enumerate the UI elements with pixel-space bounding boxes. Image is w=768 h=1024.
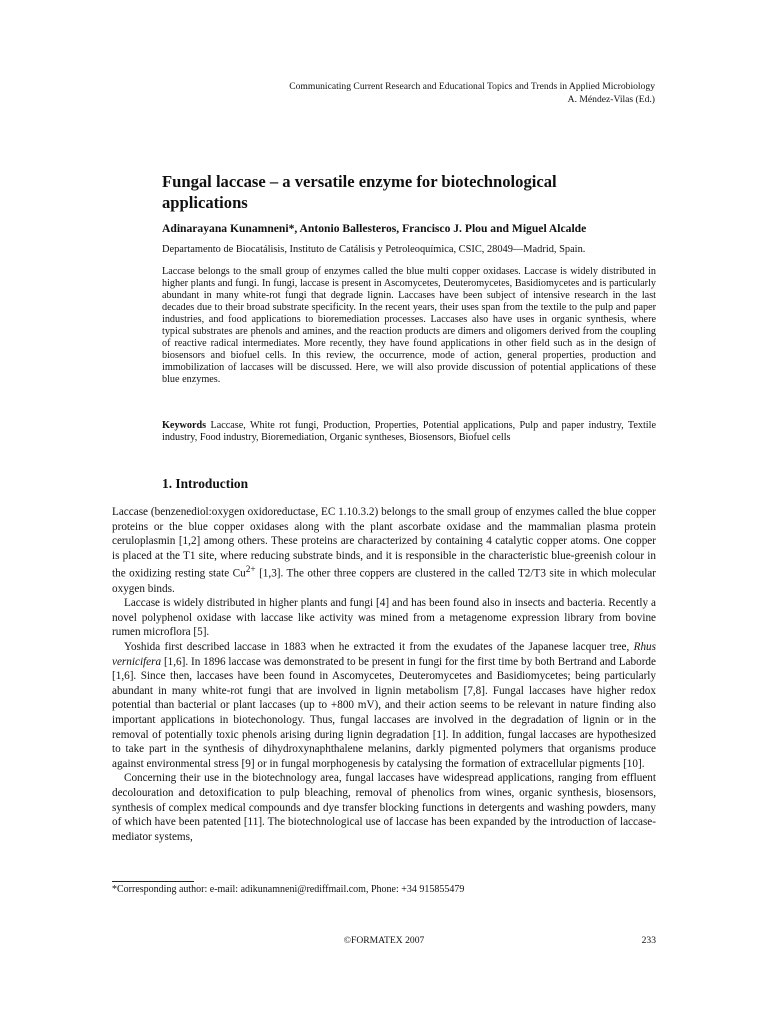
footnote-rule — [112, 881, 194, 882]
abstract: Laccase belongs to the small group of enzymes called the blue multi copper oxidases. Laccase is widely distributed in higher plants and fungi. In fungi, laccase is present in Ascomycetes, Deuteromycetes, Basidiomycetes and is particularly abundant in many white-rot fungi that degrade lignin. Laccases have been subject of intensive research in the last decades due to their broad substrate specificity. In the recent years, their uses span from the textile to the pulp and paper industries, and food applications to bioremediation processes. Laccases also have uses in organic synthesis, where typical substrates are phenols and amines, and the reaction products are dimers and oligomers derived from the coupling of reactive radical intermediates. More recently, they have found applications in other field such as in the design of biosensors and biofuel cells. In this review, the occurrence, mode of action, general properties, production and immobilization of laccases will be discussed. Here, we will also provide discussion of potential applications of these blue enzymes. — [162, 266, 656, 385]
paragraph-3-text: Yoshida first described laccase in 1883 when he extracted it from the exudates of the Japanese lacquer tree, — [124, 641, 634, 654]
paragraph-1-text-end: [1,3]. The other three coppers are clustered in the called T2/T3 site in which molecular oxygen binds. — [112, 568, 656, 595]
paragraph-1-text: Laccase (benzenediol:oxygen oxidoreductase, EC 1.10.3.2) belongs to the small group of enzymes called the blue copper proteins or the blue copper oxidases along with the plant ascorbate oxidase and the mammalian plasma protein ceruloplasmin [1,2] among others. These proteins are characterized by containing 4 catalytic copper atoms. One copper is placed at the T1 site, where reducing substrate binds, and it is responsible in the characteristic blue-greenish colour in the oxidizing resting state Cu — [112, 506, 656, 581]
author-list: Adinarayana Kunamneni*, Antonio Ballesteros, Francisco J. Plou and Miguel Alcalde — [162, 222, 587, 235]
corresponding-author-footnote: *Corresponding author: e-mail: adikunamneni@rediffmail.com, Phone: +34 915855479 — [112, 884, 465, 895]
keywords-label: Keywords — [162, 420, 207, 431]
species-name: Rhus vernicifera — [112, 641, 656, 668]
paragraph-3-text-end: [1,6]. In 1896 laccase was demonstrated to be present in fungi for the first time by both Bertrand and Laborde [1,6]. Since then, laccases have been found in Ascomycetes, Deuteromycetes and Basidiomycetes; being particularly abundant in many white-rot fungi that are involved in lignin metabolism [7,8]. Fungal laccases have higher redox potential than bacterial or plant laccases (up to +800 mV), and their action seems to be relevant in nature finding also important applications in biotechonology. Thus, fungal laccases are involved in the degradation of lignin or in the removal of potentially toxic phenols arising during lignin degradation [1]. In addition, fungal laccases are hypothesized to take part in the synthesis of dihydroxynaphthalene melanins, darkly pigmented polymers that organisms produce against environmental stress [9] or in fungal morphogenesis by catalysing the formation of extracellular pigments [10]. — [112, 655, 656, 770]
paper-title: Fungal laccase – a versatile enzyme for biotechnological applications — [162, 172, 557, 212]
keywords — [162, 420, 656, 444]
paragraph-1 — [112, 505, 656, 596]
header-line-editor: A. Méndez-Vilas (Ed.) — [567, 94, 655, 105]
introduction-body — [112, 505, 656, 844]
superscript-charge: 2+ — [245, 565, 256, 576]
keywords-text: Laccase, White rot fungi, Production, Properties, Potential applications, Pulp and paper industry, Textile industry, Food industry, Bioremediation, Organic syntheses, Biosensors, Biofuel cells — [162, 420, 656, 443]
running-header — [289, 80, 655, 106]
footer-copyright: ©FORMATEX 2007 — [343, 935, 425, 946]
page-number: 233 — [641, 935, 656, 946]
affiliation: Departamento de Biocatálisis, Instituto de Catálisis y Petroleoquímica, CSIC, 28049—Madrid, Spain. — [162, 244, 586, 255]
paragraph-2: Laccase is widely distributed in higher plants and fungi [4] and has been found also in insects and bacteria. Recently a novel polyphenol oxidase with laccase like activity was mined from a metagenome expression library from bovine rumen microflora [5]. — [112, 597, 656, 639]
section-heading-introduction: 1. Introduction — [162, 476, 249, 491]
paragraph-4: Concerning their use in the biotechnology area, fungal laccases have widespread applications, ranging from effluent decolouration and detoxification to pulp bleaching, removal of phenolics from wines, organic synthesis, biosensors, synthesis of complex medical compounds and dye transfer blocking functions in detergents and washing powders, many of which have been patented [11]. The biotechnological use of laccase has been expanded by the introduction of laccase-mediator systems, — [112, 772, 656, 843]
header-line-journal: Communicating Current Research and Educational Topics and Trends in Applied Microbiology — [289, 81, 655, 92]
paragraph-3 — [112, 640, 656, 771]
